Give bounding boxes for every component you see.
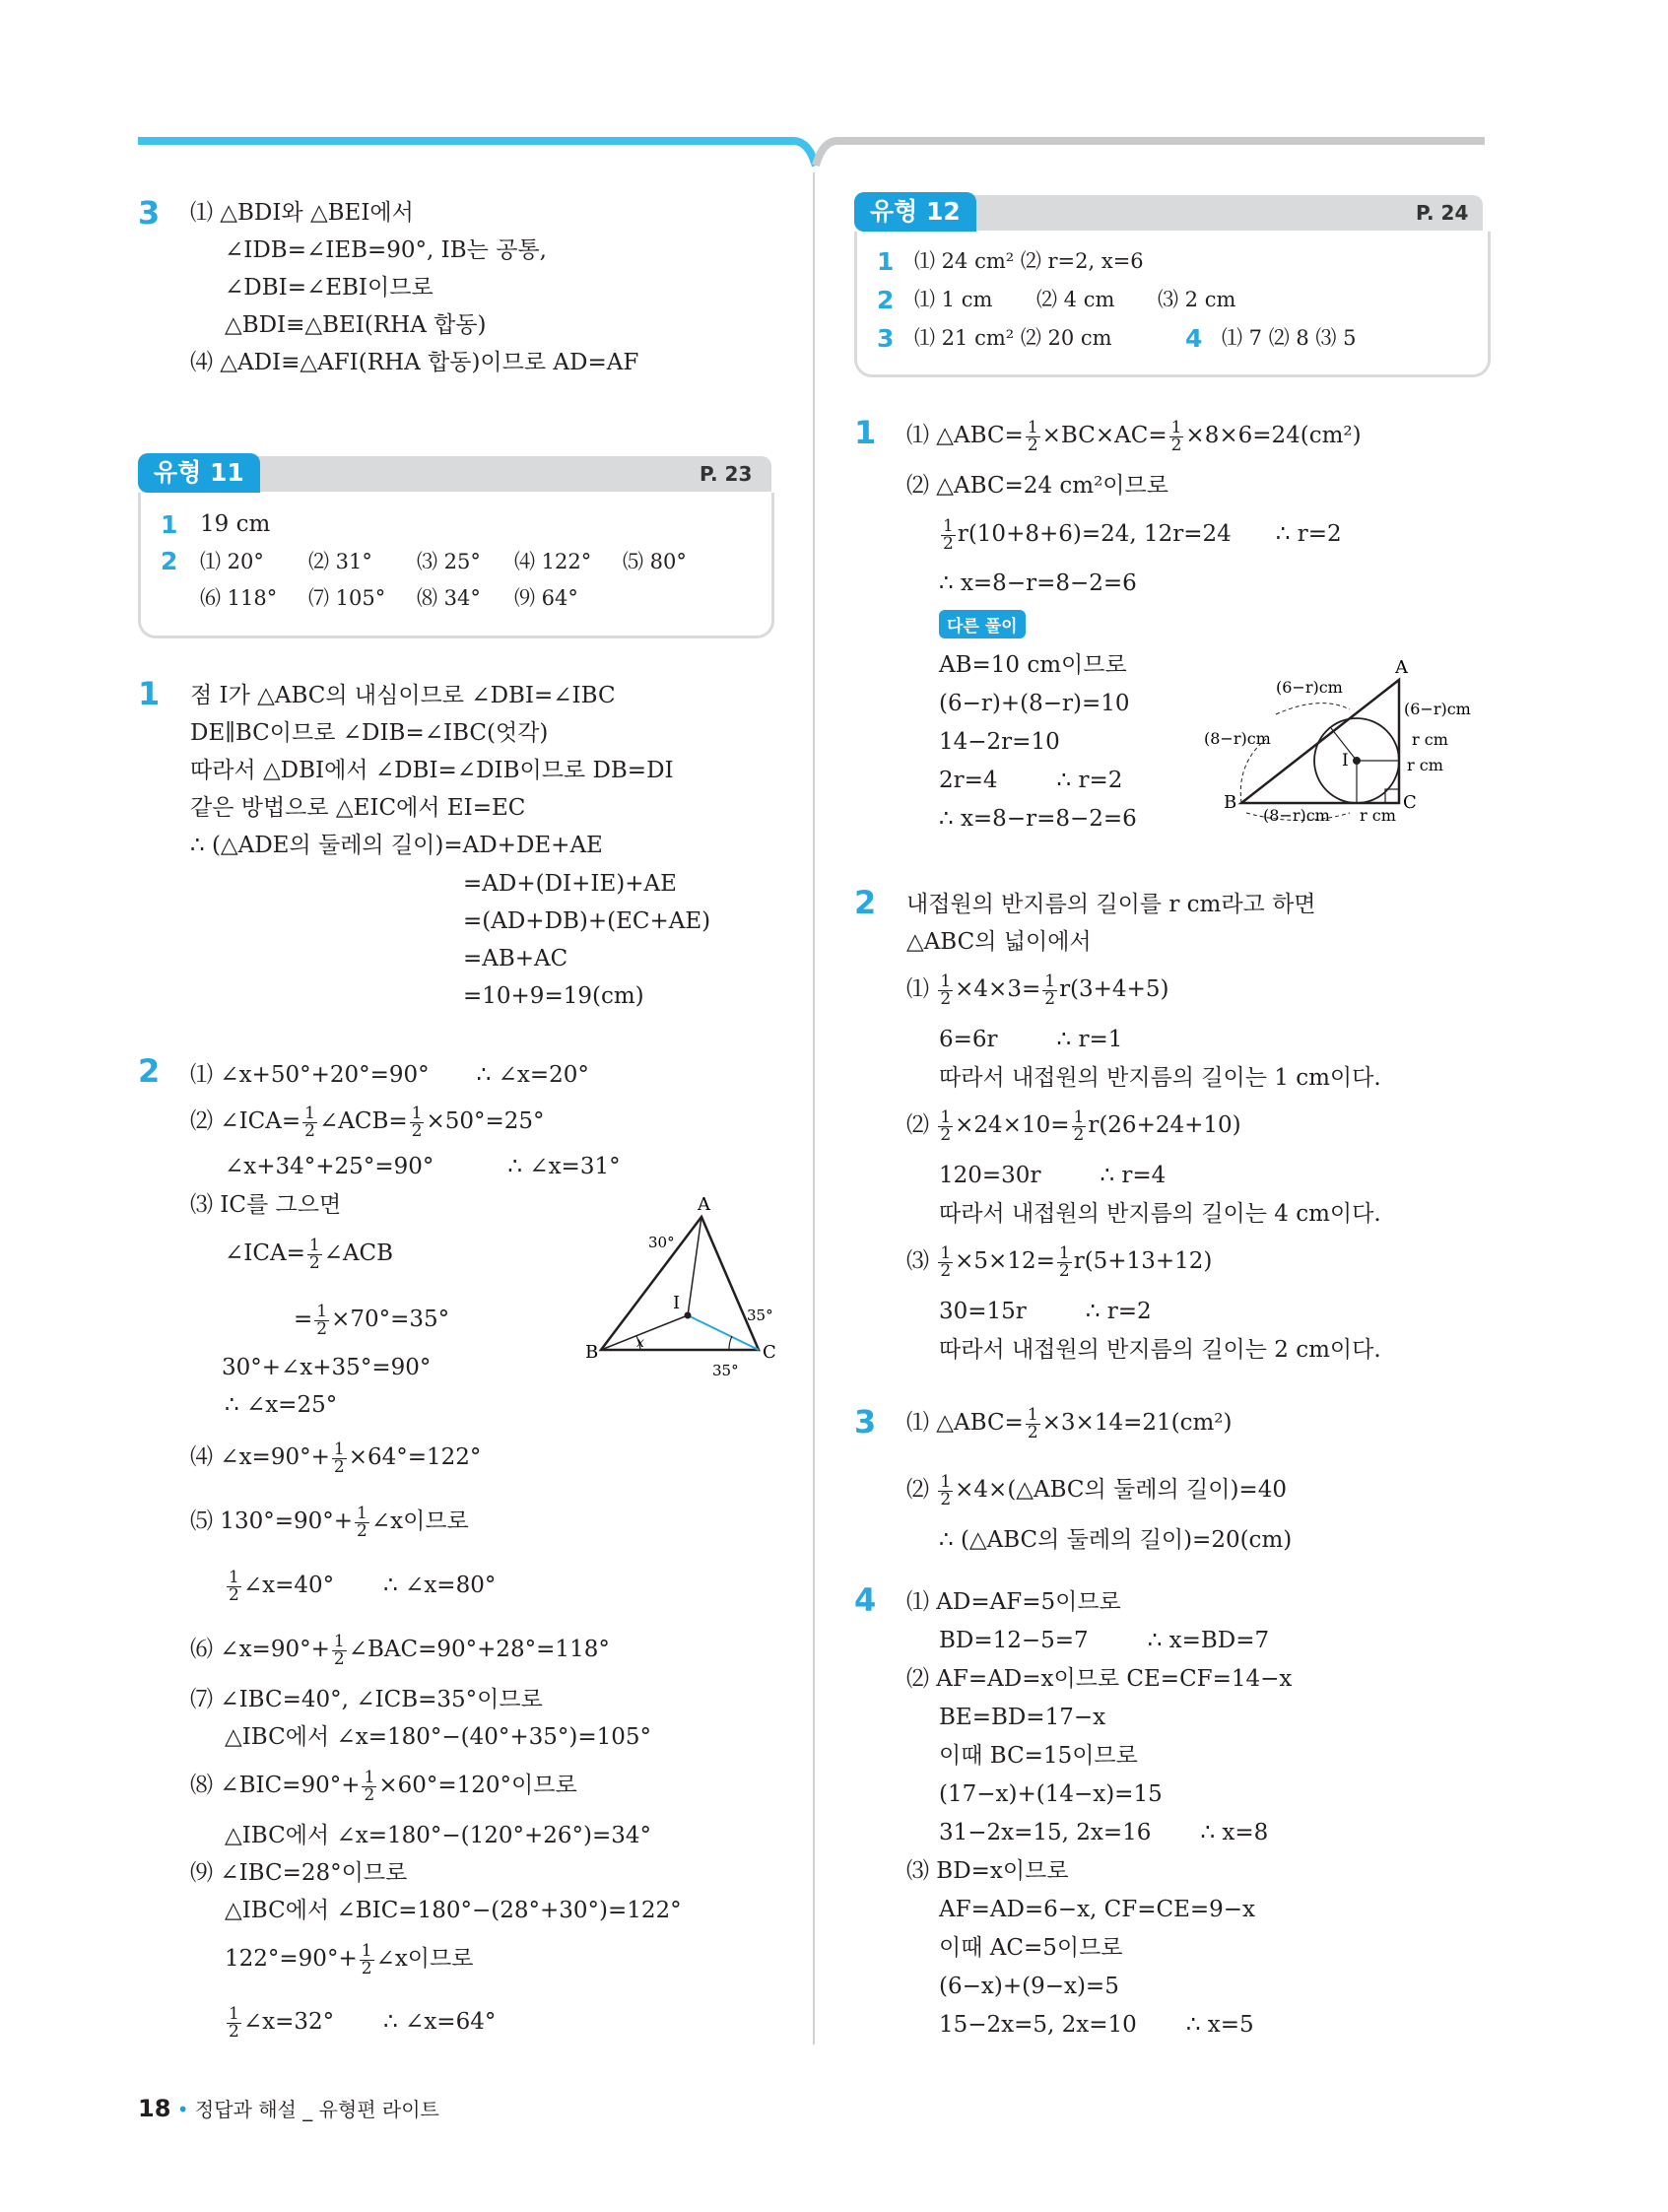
r-s2-text: ∴ r=1	[1056, 1027, 1123, 1052]
s2-line	[190, 1498, 469, 1545]
s1-line: 따라서 △DBI에서 ∠DBI=∠DIB이므로 DB=DI	[190, 758, 674, 783]
half-fraction: $\frac{1}{2}$	[1027, 417, 1038, 455]
page-number: 18	[138, 2095, 171, 2122]
type12-label: 유형 12	[854, 192, 976, 232]
label-35b: 35°	[712, 1362, 739, 1379]
s2-line	[294, 1296, 449, 1343]
label-i: I	[1342, 751, 1349, 771]
incircle-right-triangle-figure	[1202, 655, 1488, 823]
s2-line: △IBC에서 ∠BIC=180°−(28°+30°)=122°	[225, 1898, 682, 1923]
column-divider	[813, 172, 815, 2044]
s2-text: ⑵ ∠ICA=	[190, 1108, 301, 1134]
r-s4-number: 4	[854, 1581, 877, 1619]
r-s2-text: ⑵	[906, 1112, 929, 1138]
r-s3-number: 3	[854, 1403, 877, 1441]
s2-text: ×64°=122°	[348, 1444, 482, 1470]
s2-line: △IBC에서 ∠x=180°−(40°+35°)=105°	[225, 1724, 652, 1750]
r-s2-text: r(5+13+12)	[1073, 1248, 1213, 1274]
half-fraction: $\frac{1}{2}$	[333, 1439, 345, 1477]
r-s2-text: ∴ r=2	[1085, 1299, 1152, 1324]
r-s2-line	[906, 1102, 1241, 1149]
r-s4-line: AF=AD=6−x, CF=CE=9−x	[939, 1897, 1256, 1922]
ans11-item: ⑹ 118°	[200, 586, 278, 610]
seg-label: (6−r)cm	[1276, 678, 1343, 697]
r-s3-text: ×4×(△ABC의 둘레의 길이)=40	[955, 1477, 1287, 1503]
dashed-arc	[1276, 704, 1350, 714]
ans12-a3: ⑴ 21 cm² ⑵ 20 cm	[914, 326, 1112, 350]
r-s1-line: ∴ x=8−r=8−2=6	[939, 570, 1137, 596]
s2-line	[190, 1060, 589, 1090]
ans12-n3: 3	[877, 324, 895, 353]
half-fraction: $\frac{1}{2}$	[1170, 417, 1182, 455]
r-s1-line	[939, 766, 1122, 795]
label-30: 30°	[648, 1234, 675, 1251]
r-s1-text: ∴ r=2	[1056, 768, 1123, 793]
seg-label: (6−r)cm	[1404, 700, 1471, 718]
r-s2-line	[906, 966, 1168, 1013]
half-fraction: $\frac{1}{2}$	[333, 1631, 345, 1669]
type11-bar	[246, 456, 771, 492]
type12-bar	[966, 195, 1483, 231]
label-a: A	[1395, 657, 1408, 678]
ans12-item: ⑵ 4 cm	[1036, 288, 1115, 311]
q3-number: 3	[138, 194, 161, 232]
r-s4-text: ∴ x=BD=7	[1147, 1628, 1270, 1653]
r-s1-text: r(10+8+6)=24, 12r=24	[957, 521, 1232, 547]
r-s1-line: (6−r)+(8−r)=10	[939, 691, 1130, 716]
s2-line	[190, 1626, 610, 1673]
seg-label: (8−r)cm	[1204, 729, 1271, 748]
r-s1-line: ∴ x=8−r=8−2=6	[939, 806, 1137, 832]
half-fraction: $\frac{1}{2}$	[304, 1103, 315, 1141]
s2-text: ⑹ ∠x=90°+	[190, 1637, 330, 1662]
half-fraction: $\frac{1}{2}$	[1044, 971, 1056, 1009]
half-fraction: $\frac{1}{2}$	[1058, 1242, 1070, 1281]
seg-label: r cm	[1412, 730, 1448, 749]
s2-line: ⑺ ∠IBC=40°, ∠ICB=35°이므로	[190, 1687, 543, 1712]
s2-text: ×70°=35°	[331, 1307, 450, 1332]
ans11-item: ⑴ 20°	[200, 550, 264, 573]
r-s4-text: BD=12−5=7	[939, 1628, 1089, 1653]
r-s4-line	[939, 2010, 1254, 2040]
s2-line	[225, 1998, 496, 2045]
r-s1-text: 2r=4	[939, 768, 998, 793]
r-s4-line: ⑴ AD=AF=5이므로	[906, 1589, 1121, 1615]
r-s4-line: BE=BD=17−x	[939, 1705, 1106, 1730]
s2-line: ∴ ∠x=25°	[225, 1392, 338, 1418]
r-s4-text: ∴ x=8	[1200, 1820, 1269, 1845]
r-s4-line: 이때 BC=15이므로	[939, 1743, 1138, 1769]
r-s2-number: 2	[854, 884, 877, 921]
page-footer	[138, 2094, 439, 2122]
half-fraction: $\frac{1}{2}$	[308, 1235, 320, 1273]
half-fraction: $\frac{1}{2}$	[940, 971, 952, 1009]
incenter-triangle-figure	[581, 1192, 788, 1389]
q3-line: ∠IDB=∠IEB=90°, IB는 공통,	[225, 237, 547, 263]
half-fraction: $\frac{1}{2}$	[229, 2003, 239, 2042]
r-s4-line: (6−x)+(9−x)=5	[939, 1974, 1119, 1999]
s2-line	[225, 1562, 496, 1609]
r-s2-line: 따라서 내접원의 반지름의 길이는 1 cm이다.	[939, 1065, 1381, 1091]
r-s4-text: 15−2x=5, 2x=10	[939, 2012, 1137, 2038]
r-s1-text: ×BC×AC=	[1041, 423, 1168, 448]
s1-line: =10+9=19(cm)	[463, 983, 644, 1009]
r-s1-text: ∴ r=2	[1275, 521, 1342, 547]
s1-line: =AD+(DI+IE)+AE	[463, 871, 677, 897]
s2-text: ∴ ∠x=31°	[507, 1154, 621, 1179]
ans11-item: ⑶ 25°	[417, 550, 481, 573]
q3-line: ⑴ △BDI와 △BEI에서	[190, 200, 414, 226]
s1-line: DE∥BC이므로 ∠DIB=∠IBC(엇각)	[190, 720, 549, 746]
half-fraction: $\frac{1}{2}$	[357, 1503, 367, 1541]
type11-page: P. 23	[700, 462, 753, 486]
r-s2-line	[939, 1025, 1122, 1054]
half-fraction: $\frac{1}{2}$	[1027, 1404, 1038, 1442]
half-fraction: $\frac{1}{2}$	[361, 1940, 372, 1978]
s2-text: ∠ICA=	[225, 1240, 305, 1266]
half-fraction: $\frac{1}{2}$	[229, 1567, 239, 1605]
s2-text: ∴ ∠x=20°	[476, 1062, 589, 1088]
r-s2-line: 내접원의 반지름의 길이를 r cm라고 하면	[906, 892, 1316, 917]
ans11-item: ⑸ 80°	[623, 550, 687, 573]
s2-text: ⑸ 130°=90°+	[190, 1508, 354, 1534]
s2-text: ∠x=40°	[242, 1573, 335, 1598]
r-s1-number: 1	[854, 414, 877, 451]
s1-line: =AB+AC	[463, 946, 568, 972]
half-fraction: $\frac{1}{2}$	[364, 1767, 375, 1805]
triangle-abc	[601, 1217, 759, 1350]
s2-text: ∠x이므로	[370, 1508, 469, 1534]
type12-tag	[854, 192, 976, 232]
r-s1-line	[906, 412, 1362, 459]
r-s1-text: ×8×6=24(cm²)	[1185, 423, 1362, 448]
q3-line: △BDI≡△BEI(RHA 합동)	[225, 312, 487, 338]
half-fraction: $\frac{1}{2}$	[1073, 1106, 1085, 1145]
r-s3-line: ∴ (△ABC의 둘레의 길이)=20(cm)	[939, 1527, 1293, 1553]
r-s2-line	[906, 1238, 1212, 1285]
label-c: C	[1403, 792, 1417, 813]
r-s3-line	[906, 1466, 1287, 1513]
s1-line: =(AD+DB)+(EC+AE)	[463, 908, 711, 934]
s1-number: 1	[138, 675, 161, 712]
ans11-item: ⑻ 34°	[417, 586, 481, 610]
r-s2-line	[939, 1161, 1166, 1190]
s2-line	[225, 1935, 473, 1982]
s2-text: ∴ ∠x=80°	[383, 1573, 497, 1598]
r-s2-text: r(3+4+5)	[1059, 976, 1169, 1002]
s2-line	[225, 1230, 393, 1277]
r-s3-text: ×3×14=21(cm²)	[1041, 1410, 1233, 1436]
ans12-item: ⑶ 2 cm	[1158, 288, 1236, 311]
s2-text: ⑷ ∠x=90°+	[190, 1444, 330, 1470]
half-fraction: $\frac{1}{2}$	[411, 1103, 423, 1141]
half-fraction: $\frac{1}{2}$	[940, 1106, 952, 1145]
ans11-n1: 1	[161, 510, 178, 539]
half-fraction: $\frac{1}{2}$	[316, 1301, 328, 1339]
s1-line: 점 I가 △ABC의 내심이므로 ∠DBI=∠IBC	[190, 683, 616, 708]
seg-label: (8−r)cm	[1263, 806, 1330, 823]
r-s2-text: ⑴	[906, 976, 929, 1002]
s2-text: ×50°=25°	[426, 1108, 545, 1134]
ans11-item: ⑼ 64°	[514, 586, 578, 610]
ans12-a1: ⑴ 24 cm² ⑵ r=2, x=6	[914, 249, 1144, 273]
r-s1-text: ⑴ △ABC=	[906, 423, 1024, 448]
label-a: A	[698, 1194, 710, 1215]
type11-label: 유형 11	[138, 453, 260, 493]
s2-text: ∠ACB	[323, 1240, 394, 1266]
q3-line: ⑷ △ADI≡△AFI(RHA 합동)이므로 AD=AF	[190, 350, 639, 375]
s1-line: 같은 방법으로 △EIC에서 EI=EC	[190, 795, 526, 821]
s2-text: ⑴ ∠x+50°+20°=90°	[190, 1062, 430, 1088]
label-b: B	[1224, 792, 1237, 813]
s1-line: ∴ (△ADE의 둘레의 길이)=AD+DE+AE	[190, 833, 603, 858]
r-s4-line: (17−x)+(14−x)=15	[939, 1781, 1163, 1807]
footer-bullet: •	[176, 2098, 189, 2121]
s2-line: 30°+∠x+35°=90°	[222, 1355, 432, 1380]
ans12-n4: 4	[1185, 324, 1203, 353]
r-s3-line	[906, 1399, 1232, 1446]
header-rule	[0, 0, 1668, 177]
seg-label: r cm	[1360, 806, 1396, 823]
r-s2-text: ⑶	[906, 1248, 929, 1274]
r-s2-text: 6=6r	[939, 1027, 998, 1052]
s2-text: ∠x이므로	[375, 1946, 474, 1972]
s2-line	[190, 1098, 545, 1145]
label-x: x	[636, 1335, 644, 1351]
ans11-item: ⑵ 31°	[308, 550, 372, 573]
r-s4-line: ⑶ BD=x이므로	[906, 1858, 1069, 1884]
r-s2-text: ×5×12=	[955, 1248, 1055, 1274]
half-fraction: $\frac{1}{2}$	[940, 1471, 952, 1509]
s2-text: 122°=90°+	[225, 1946, 358, 1972]
type11-tag	[138, 453, 260, 493]
r-s2-line	[939, 1297, 1152, 1326]
ans12-n1: 1	[877, 247, 895, 276]
ans12-item: ⑴ 1 cm	[914, 288, 993, 311]
ans11-a1: 19 cm	[200, 511, 271, 537]
ans11-item: ⑺ 105°	[308, 586, 386, 610]
s2-text: ∠BAC=90°+28°=118°	[348, 1637, 610, 1662]
footer-title: 정답과 해설 _ 유형편 라이트	[194, 2098, 439, 2121]
r-s2-line: 따라서 내접원의 반지름의 길이는 2 cm이다.	[939, 1337, 1381, 1363]
s2-text: ⑻ ∠BIC=90°+	[190, 1773, 361, 1798]
r-s2-text: ∴ r=4	[1100, 1163, 1167, 1188]
ans11-item: ⑷ 122°	[514, 550, 592, 573]
ans12-n2: 2	[877, 286, 895, 314]
r-s3-text: ⑵	[906, 1477, 929, 1503]
r-s2-line: 따라서 내접원의 반지름의 길이는 4 cm이다.	[939, 1201, 1381, 1227]
incenter-point	[685, 1312, 692, 1319]
q3-line: ∠DBI=∠EBI이므로	[225, 275, 434, 301]
r-s1-line: AB=10 cm이므로	[939, 652, 1127, 678]
s2-line	[190, 1434, 481, 1481]
s2-text: ∠x+34°+25°=90°	[225, 1154, 434, 1179]
r-s4-line	[939, 1626, 1269, 1655]
type12-page: P. 24	[1416, 201, 1469, 225]
r-s2-text: r(26+24+10)	[1088, 1112, 1241, 1138]
s2-text: ∠x=32°	[242, 2009, 335, 2035]
s2-line	[225, 1152, 621, 1181]
r-s3-text: ⑴ △ABC=	[906, 1410, 1024, 1436]
r-s4-line: 이때 AC=5이므로	[939, 1935, 1123, 1961]
angle-arc	[729, 1336, 732, 1350]
label-35a: 35°	[747, 1307, 773, 1324]
s2-text: ∴ ∠x=64°	[383, 2009, 497, 2035]
ans11-n2: 2	[161, 547, 178, 575]
r-s2-line: △ABC의 넓이에서	[906, 929, 1092, 955]
r-s2-text: 30=15r	[939, 1299, 1027, 1324]
half-fraction: $\frac{1}{2}$	[940, 1242, 952, 1281]
seg-label: r cm	[1407, 756, 1443, 774]
r-s2-text: ×4×3=	[955, 976, 1041, 1002]
s2-text: ×60°=120°이므로	[378, 1773, 577, 1798]
s2-line: ⑼ ∠IBC=28°이므로	[190, 1860, 408, 1886]
s2-line	[190, 1762, 577, 1809]
label-i: I	[673, 1293, 681, 1313]
r-s4-text: 31−2x=15, 2x=16	[939, 1820, 1152, 1845]
s2-number: 2	[138, 1052, 161, 1090]
s2-text: ∠ACB=	[318, 1108, 408, 1134]
r-s1-line	[939, 510, 1342, 558]
s2-text: =	[294, 1307, 313, 1332]
ans12-a4: ⑴ 7 ⑵ 8 ⑶ 5	[1222, 326, 1357, 350]
r-s4-text: ∴ x=5	[1185, 2012, 1254, 2038]
s2-line: ⑶ IC를 그으면	[190, 1192, 342, 1218]
half-fraction: $\frac{1}{2}$	[943, 515, 954, 554]
r-s2-text: ×24×10=	[955, 1112, 1070, 1138]
r-s4-line: ⑵ AF=AD=x이므로 CE=CF=14−x	[906, 1666, 1293, 1692]
r-s1-line: ⑵ △ABC=24 cm²이므로	[906, 473, 1168, 499]
label-c: C	[763, 1342, 776, 1363]
r-s2-text: 120=30r	[939, 1163, 1041, 1188]
label-b: B	[585, 1342, 599, 1363]
r-s1-line: 14−2r=10	[939, 729, 1060, 755]
r-s4-line	[939, 1818, 1268, 1847]
alt-solution-badge: 다른 풀이	[939, 610, 1026, 638]
right-angle-mark	[1385, 789, 1399, 803]
s2-line: △IBC에서 ∠x=180°−(120°+26°)=34°	[225, 1823, 652, 1848]
